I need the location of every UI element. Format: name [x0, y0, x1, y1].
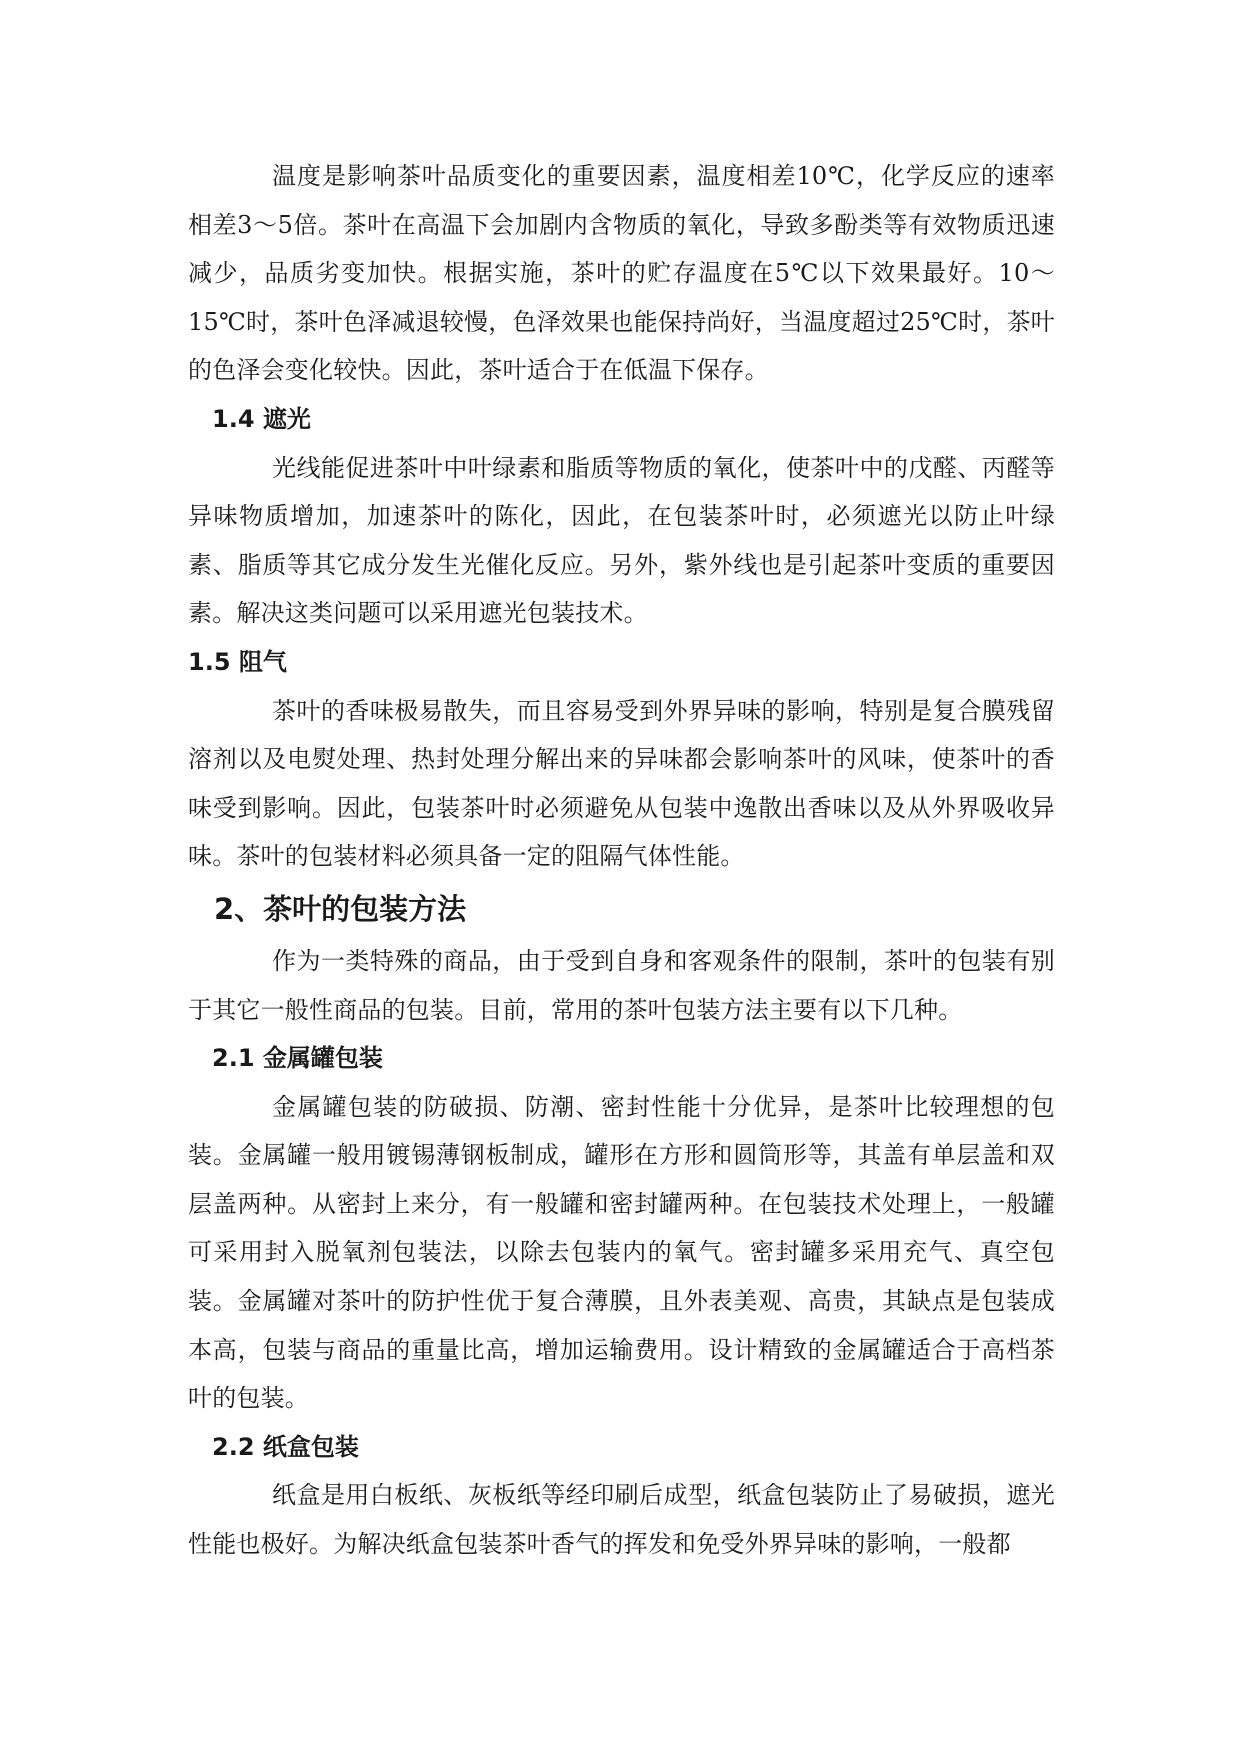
paragraph-metal-can: 金属罐包装的防破损、防潮、密封性能十分优异，是茶叶比较理想的包装。金属罐一般用镀锡薄钢板制成，罐形在方形和圆筒形等，其盖有单层盖和双层盖两种。从密封上来分，有一般罐和密封罐两种。在包装技术处理上，一般罐可采用封入脱氧剂包装法，以除去包装内的氧气。密封罐多采用充气、真空包装。金属罐对茶叶的防护性优于复合薄膜，且外表美观、高贵，其缺点是包装成本高，包装与商品的重量比高，增加运输费用。设计精致的金属罐适合于高档茶叶的包装。 [188, 1092, 1055, 1413]
heading-2-packaging-methods: 2、茶叶的包装方法 [214, 891, 467, 926]
paragraph-light-shielding: 光线能促进茶叶中叶绿素和脂质等物质的氧化，使茶叶中的戊醛、丙醛等异味物质增加，加速茶叶的陈化，因此，在包装茶叶时，必须遮光以防止叶绿素、脂质等其它成分发生光催化反应。另外，紫外线也是引起茶叶变质的重要因素。解决这类问题可以采用遮光包装技术。 [188, 453, 1055, 628]
paragraph-temperature: 温度是影响茶叶品质变化的重要因素，温度相差10℃，化学反应的速率相差3～5倍。茶叶在高温下会加剧内含物质的氧化，导致多酚类等有效物质迅速减少，品质劣变加快。根据实施，茶叶的贮存温度在5℃以下效果最好。10～15℃时，茶叶色泽减退较慢，色泽效果也能保持尚好，当温度超过25℃时，茶叶的色泽会变化较快。因此，茶叶适合于在低温下保存。 [188, 162, 1055, 385]
heading-2-2-paper-box: 2.2 纸盒包装 [212, 1432, 359, 1461]
paragraph-gas-barrier: 茶叶的香味极易散失，而且容易受到外界异味的影响，特别是复合膜残留溶剂以及电熨处理、热封处理分解出来的异味都会影响茶叶的风味，使茶叶的香味受到影响。因此，包装茶叶时必须避免从包装中逸散出香味以及从外界吸收异味。茶叶的包装材料必须具备一定的阻隔气体性能。 [188, 696, 1055, 871]
heading-1-5-gas-barrier: 1.5 阻气 [188, 647, 287, 676]
paragraph-packaging-intro: 作为一类特殊的商品，由于受到自身和客观条件的限制，茶叶的包装有别于其它一般性商品的包装。目前，常用的茶叶包装方法主要有以下几种。 [188, 946, 1055, 1024]
paragraph-paper-box: 纸盒是用白板纸、灰板纸等经印刷后成型，纸盒包装防止了易破损，遮光性能也极好。为解决纸盒包装茶叶香气的挥发和免受外界异味的影响，一般都 [188, 1481, 1055, 1559]
heading-1-4-light-shielding: 1.4 遮光 [212, 404, 311, 433]
heading-2-1-metal-can: 2.1 金属罐包装 [212, 1044, 383, 1073]
document-body [188, 152, 1055, 1569]
